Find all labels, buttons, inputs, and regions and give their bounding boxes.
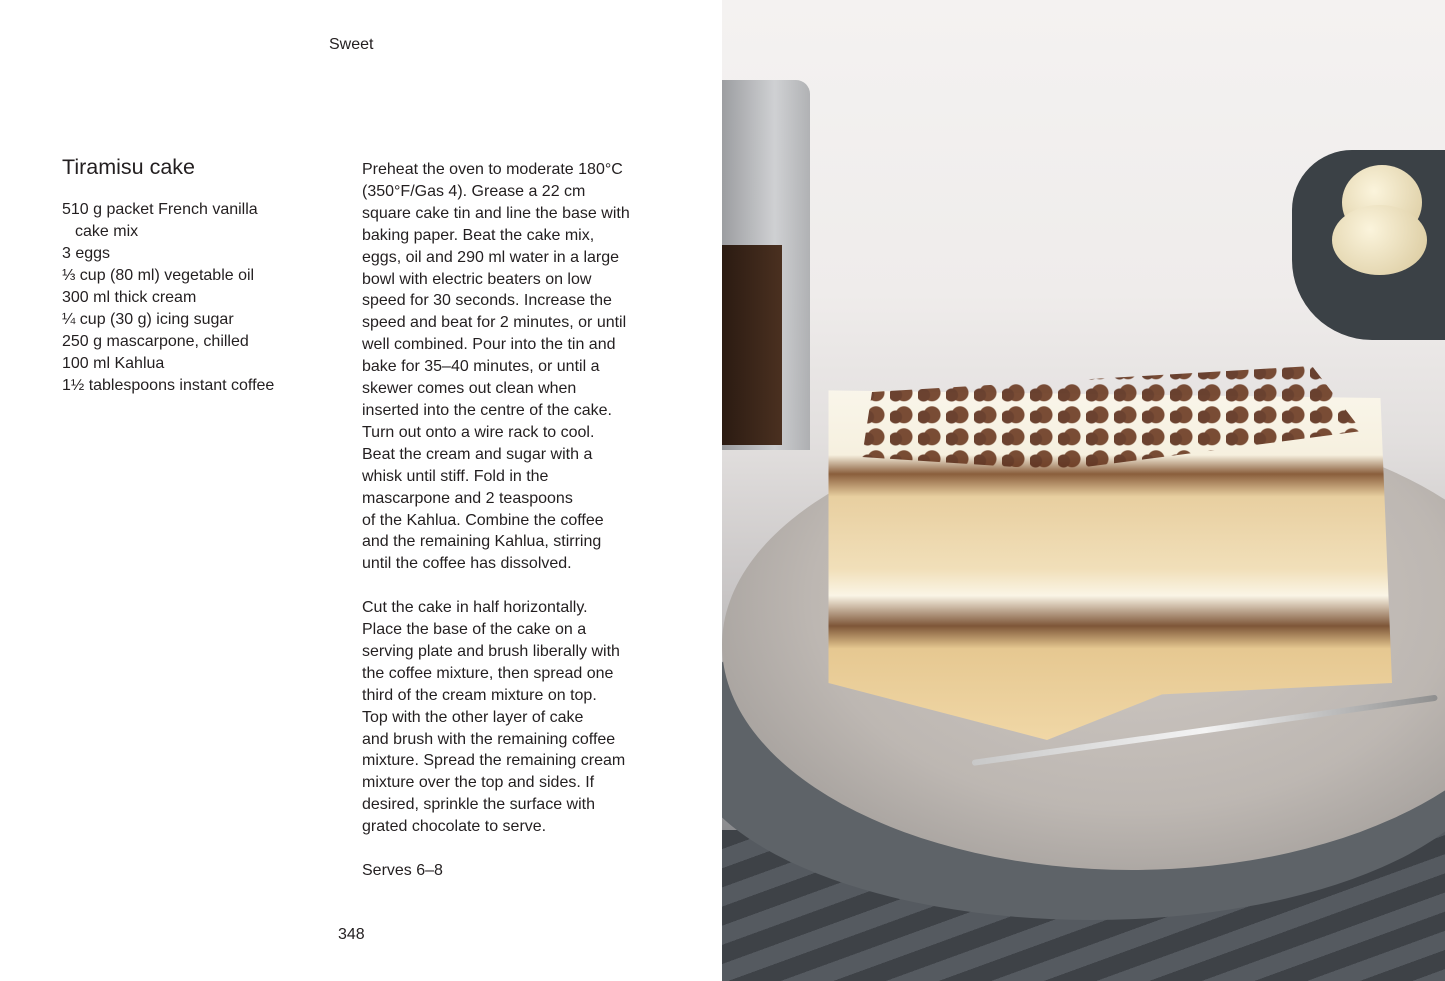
ingredient-item: ¼ cup (30 g) icing sugar — [62, 311, 234, 328]
method-line: and the remaining Kahlua, stirring — [362, 533, 602, 551]
method-line: the coffee mixture, then spread one — [362, 664, 614, 682]
ingredient-item: 300 ml thick cream — [62, 289, 197, 306]
method-line: bake for 35–40 minutes, or until a — [362, 358, 600, 376]
ingredient-item: 100 ml Kahlua — [62, 355, 165, 372]
method-line: speed and beat for 2 minutes, or until — [362, 314, 627, 332]
method-line: Top with the other layer of cake — [362, 708, 584, 726]
ingredient-item: 1½ tablespoons instant coffee — [62, 377, 275, 394]
ingredient-continuation: cake mix — [75, 223, 139, 240]
ingredients-list — [62, 199, 274, 397]
ingredient-item: ⅓ cup (80 ml) vegetable oil — [62, 267, 255, 284]
method-line: third of the cream mixture on top. — [362, 686, 597, 704]
method-paragraph — [362, 597, 630, 838]
ingredient-item: 250 g mascarpone, chilled — [62, 333, 249, 350]
method-line: mascarpone and 2 teaspoons — [362, 489, 573, 507]
method-line: and brush with the remaining coffee — [362, 730, 616, 748]
running-head: Sweet — [329, 36, 374, 53]
method-line: Preheat the oven to moderate 180°C — [362, 161, 623, 178]
method-line: until the coffee has dissolved. — [362, 555, 572, 573]
tiramisu-photo — [722, 0, 1445, 981]
recipe-title: Tiramisu cake — [62, 155, 196, 179]
method-line: grated chocolate to serve. — [362, 818, 547, 836]
method-line: serving plate and brush liberally with — [362, 642, 620, 660]
method-line: square cake tin and line the base with — [362, 204, 630, 222]
ingredient-item: 510 g packet French vanilla — [62, 201, 258, 218]
method-line: mixture. Spread the remaining cream — [362, 752, 626, 770]
method-line: skewer comes out clean when — [362, 380, 577, 398]
method-line: (350°F/Gas 4). Grease a 22 cm — [362, 182, 586, 200]
method-line: baking paper. Beat the cake mix, — [362, 226, 595, 244]
method-line: speed for 30 seconds. Increase the — [362, 292, 612, 310]
recipe-page — [0, 0, 722, 981]
method-line: mixture over the top and sides. If — [362, 774, 595, 792]
method-line: Serves 6–8 — [362, 861, 443, 879]
method-line: desired, sprinkle the surface with — [362, 796, 595, 814]
method-paragraph — [362, 159, 630, 575]
method-line: whisk until stiff. Fold in the — [362, 467, 549, 485]
method-line: Beat the cream and sugar with a — [362, 445, 593, 463]
coffee-in-glass — [722, 245, 782, 445]
method-line: inserted into the centre of the cake. — [362, 401, 612, 419]
method-line: eggs, oil and 290 ml water in a large — [362, 248, 620, 266]
method-line: well combined. Pour into the tin and — [362, 336, 616, 354]
method-text — [362, 159, 630, 904]
method-line: bowl with electric beaters on low — [362, 270, 592, 288]
method-line: of the Kahlua. Combine the coffee — [362, 511, 604, 529]
method-line: Cut the cake in half horizontally. — [362, 599, 588, 617]
page-number: 348 — [338, 926, 365, 943]
method-line: Turn out onto a wire rack to cool. — [362, 423, 595, 441]
ingredient-item: 3 eggs — [62, 245, 111, 262]
dessert-ball — [1332, 205, 1427, 275]
method-line: Place the base of the cake on a — [362, 621, 587, 639]
method-paragraph — [362, 860, 630, 882]
